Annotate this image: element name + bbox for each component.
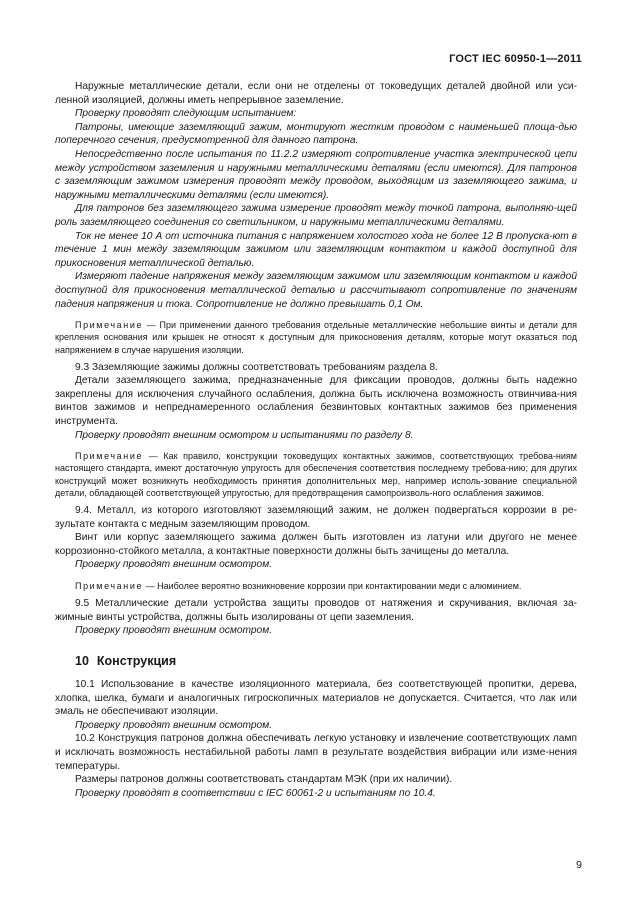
paragraph: 9.5 Металлические детали устройства защиты проводов от натяжения и скручивания, включая за-жимные винты устройства, должны быть изолированы от цепи заземления. (55, 598, 577, 623)
document-header: ГОСТ IEC 60950-1—2011 (449, 53, 582, 65)
spacer (55, 572, 577, 580)
paragraph: 9.3 Заземляющие зажимы должны соответствовать требованиям раздела 8. (75, 361, 438, 373)
test-method-paragraph: Для патронов без заземляющего зажима измерение проводят между точкой патрона, выполняю-щей роль заземляющего соединения со светильником, и наружными металлическими деталями. (55, 203, 577, 228)
paragraph: 10.1 Использование в качестве изоляционного материала, без соответствующей пропитки, дерева, хлопка, шелка, бумаги и аналогичных гигроскопичных материалов не допускается. Считается, что лак или эмаль не обеспечивают изоляции. (55, 679, 577, 718)
paragraph: Наружные металлические детали, если они не отделены от токоведущих деталей двойной или уси-ленной изоляцией, должны иметь непрерывное заземление. (55, 81, 577, 106)
test-method-paragraph: Ток не менее 10 А от источника питания с напряжением холостого хода не более 12 В пропуска-ют в течение 1 мин между заземляющим зажимом или заземляющим контактом и каждой доступной для прикосновения металлической деталью. (55, 230, 577, 269)
note-text: — Как правило, конструкции токоведущих контактных зажимов, соответствующих требова-ниям настоящего стандарта, имеют достаточную упругость для обеспечения соответствия последнему требова-нию; для других конструкций может возникнуть необходимость принятия дополнительных мер, например исполь-зование специальной детали, обладающей соответствующей упругостью, для предотвращения самопроизволь-ного ослабления зажимов. (55, 451, 577, 498)
paragraph: 9.4. Металл, из которого изготовляют заземляющий зажим, не должен подвергаться коррозии в ре-зультате контакта с медным заземляющим проводом. (55, 505, 577, 530)
note-label: Примечание (75, 581, 144, 592)
note-paragraph (55, 580, 577, 592)
page-number: 9 (576, 859, 582, 871)
section-heading (55, 654, 577, 668)
test-method-paragraph: Измеряют падение напряжения между заземляющим зажимом или заземляющим контактом и каждой доступной для прикосновения металлической деталью и рассчитывают сопротивление по значениям падения напряжения и тока. Сопротивление не должно превышать 0,1 Ом. (55, 271, 577, 310)
spacer (55, 442, 577, 450)
body-text-block (55, 80, 577, 638)
test-method-paragraph: Патроны, имеющие заземляющий зажим, монтируют жестким проводом с наименьшей площа-дью поперечного сечения, предусмотренной для данного патрона. (55, 121, 577, 147)
test-method-paragraph: Проверку проводят внешним осмотром. (75, 559, 273, 571)
note-text: — При применении данного требования отдельные металлические небольшие винты и детали для крепления основания или крышек не относят к доступным для прикосновения деталям, которые могут оказаться под напряжением в случае нарушения изоляции. (55, 320, 577, 355)
note-paragraph (55, 319, 577, 356)
page-content (55, 80, 577, 800)
section-number: 10 (75, 654, 89, 669)
test-method-paragraph: Проверку проводят внешним осмотром и испытаниями по разделу 8. (75, 429, 414, 441)
paragraph: Детали заземляющего зажима, предназначенные для фиксации проводов, должны быть надежно закреплены для исключения случайного ослабления, должна быть исключена возможность отвинчива-ния винтов зажимов и непреднамеренного ослабления безвинтовых контактных зажимов без применения инструмента. (55, 375, 577, 428)
test-method-paragraph: Непосредственно после испытания по 11.2.2 измеряют сопротивление участка электрической цепи между устройством заземления и наружными металлическими деталями (если имеются). Для патронов с заземляющим зажимом измерения проводят между проводом, выходящим из заземляющего зажима, и наружными металлическими деталями (если имеются). (55, 148, 577, 201)
section-title: Конструкция (96, 654, 177, 669)
note-label: Примечание (75, 451, 144, 462)
test-method-paragraph: Проверку проводят внешним осмотром. (75, 625, 273, 637)
spacer (55, 311, 577, 319)
paragraph: Винт или корпус заземляющего зажима должен быть изготовлен из латуни или другого не менее коррозионно-стойкого металла, а контактные поверхности должны быть зачищены до металла. (55, 532, 577, 557)
note-text: — Наиболее вероятно возникновение коррозии при контактировании меди с алюминием. (143, 581, 522, 592)
note-paragraph (55, 450, 577, 499)
paragraph: 10.2 Конструкция патронов должна обеспечивать легкую установку и извлечение соответствующих ламп и исключать возможность нестабильной работы ламп в результате воздействия вибрации или изме-нения температуры. (55, 733, 577, 772)
test-method-paragraph: Проверку проводят внешним осмотром. (75, 719, 273, 731)
test-method-paragraph: Проверку проводят в соответствии с IEC 60061-2 и испытаниям по 10.4. (75, 787, 436, 799)
section-body-text (55, 678, 577, 800)
paragraph: Размеры патронов должны соответствовать стандартам МЭК (при их наличии). (75, 774, 453, 786)
note-label: Примечание (75, 320, 144, 331)
test-method-paragraph: Проверку проводят следующим испытанием: (75, 108, 297, 120)
